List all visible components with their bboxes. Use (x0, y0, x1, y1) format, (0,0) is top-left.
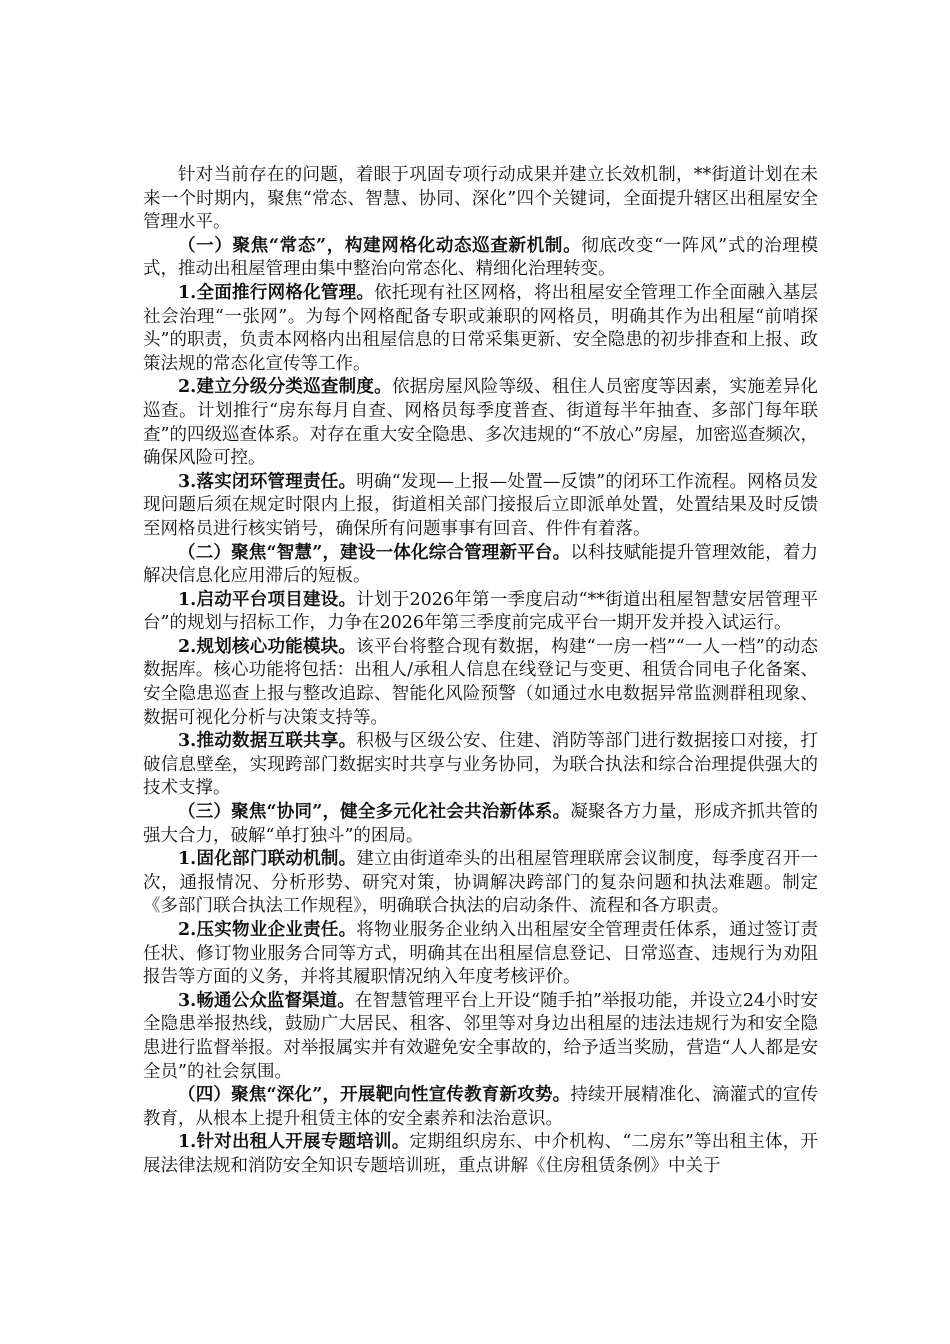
paragraph-text: 彻底改变“一阵风”式的治理模式，推动出租屋管理由集中整治向常态化、精细化治理转变。 (143, 235, 818, 280)
paragraph-lead: 1.针对出租人开展专题培训。 (178, 1132, 410, 1153)
section-heading-2 (143, 542, 818, 589)
paragraph-intro (143, 164, 818, 235)
paragraph-1-2 (143, 376, 818, 470)
paragraph-2-3 (143, 730, 818, 801)
document-page (143, 164, 818, 1179)
paragraph-2-2 (143, 636, 818, 730)
paragraph-text: 建立由街道牵头的出租屋管理联席会议制度，每季度召开一次，通报情况、分析形势、研究对策，协调解决跨部门的复杂问题和执法难题。制定《多部门联合执法工作规程》，明确联合执法的启动条件、流程和各方职责。 (143, 849, 818, 917)
section-heading-3 (143, 801, 818, 848)
paragraph-lead: 3.落实闭环管理责任。 (178, 471, 357, 492)
paragraph-text: 依托现有社区网格，将出租屋安全管理工作全面融入基层社会治理“一张网”。为每个网格配备专职或兼职的网格员，明确其作为出租屋“前哨探头”的职责，负责本网格内出租屋信息的日常采集更新、安全隐患的初步排查和上报、政策法规的常态化宣传等工作。 (143, 282, 818, 374)
paragraph-lead: （二）聚焦“智慧”，建设一体化综合管理新平台。 (178, 542, 571, 563)
paragraph-text: 持续开展精准化、滴灌式的宣传教育，从根本上提升租赁主体的安全素养和法治意识。 (143, 1085, 819, 1129)
paragraph-lead: 3.畅通公众监督渠道。 (178, 990, 355, 1011)
paragraph-3-2 (143, 919, 818, 990)
section-heading-4 (143, 1084, 818, 1131)
paragraph-lead: （四）聚焦“深化”，开展靶向性宣传教育新攻势。 (178, 1085, 571, 1106)
section-heading-1 (143, 235, 818, 282)
paragraph-text: 在智慧管理平台上开设“随手拍”举报功能，并设立24小时安全隐患举报热线，鼓励广大居民、租客、邻里等对身边出租屋的违法违规行为和安全隐患进行监督举报。对举报属实并有效避免安全事故的，给予适当奖励，营造“人人都是安全员”的社会氛围。 (143, 990, 818, 1082)
paragraph-3-3 (143, 990, 818, 1084)
paragraph-text: 该平台将整合现有数据，构建“一房一档”“一人一档”的动态数据库。核心功能将包括：出租人/承租人信息在线登记与变更、租赁合同电子化备案、安全隐患巡查上报与整改追踪、智能化风险预警（如通过水电数据异常监测群租现象、数据可视化分析与决策支持等。 (143, 636, 818, 728)
paragraph-text: 定期组织房东、中介机构、“二房东”等出租主体，开展法律法规和消防安全知识专题培训班，重点讲解《住房租赁条例》中关于 (143, 1132, 818, 1176)
paragraph-text: 依据房屋风险等级、租住人员密度等因素，实施差异化巡查。计划推行“房东每月自查、网格员每季度普查、街道每半年抽查、多部门每年联查”的四级巡查体系。对存在重大安全隐患、多次违规的“不放心”房屋，加密巡查频次，确保风险可控。 (143, 377, 818, 469)
paragraph-text: 明确“发现—上报—处置—反馈”的闭环工作流程。网格员发现问题后须在规定时限内上报，街道相关部门接报后立即派单处置，处置结果及时反馈至网格员进行核实销号，确保所有问题事事有回音、件件有着落。 (143, 471, 818, 539)
paragraph-lead: （三）聚焦“协同”，健全多元化社会共治新体系。 (178, 802, 571, 823)
paragraph-text: 将物业服务企业纳入出租屋安全管理责任体系，通过签订责任状、修订物业服务合同等方式，明确其在出租屋信息登记、日常巡查、违规行为劝阻报告等方面的义务，并将其履职情况纳入年度考核评价。 (143, 920, 818, 988)
paragraph-lead: 1.固化部门联动机制。 (178, 849, 357, 870)
paragraph-1-1 (143, 282, 818, 376)
paragraph-2-1 (143, 589, 818, 636)
paragraph-lead: 2.规划核心功能模块。 (178, 636, 357, 657)
paragraph-1-3 (143, 471, 818, 542)
paragraph-text: 凝聚各方力量，形成齐抓共管的强大合力，破解“单打独斗”的困局。 (143, 802, 819, 846)
paragraph-lead: （一）聚焦“常态”，构建网格化动态巡查新机制。 (178, 235, 582, 256)
paragraph-text: 计划于2026年第一季度启动“**街道出租屋智慧安居管理平台”的规划与招标工作，力争在2026年第三季度前完成平台一期开发并投入试运行。 (143, 589, 818, 634)
paragraph-text: 以科技赋能提升管理效能，着力解决信息化应用滞后的短板。 (143, 542, 819, 587)
paragraph-text: 针对当前存在的问题，着眼于巩固专项行动成果并建立长效机制，**街道计划在未来一个时期内，聚焦“常态、智慧、协同、深化”四个关键词，全面提升辖区出租屋安全管理水平。 (143, 165, 818, 233)
paragraph-lead: 2.建立分级分类巡查制度。 (178, 377, 392, 398)
paragraph-lead: 1.启动平台项目建设。 (178, 589, 357, 610)
paragraph-4-1 (143, 1131, 818, 1178)
paragraph-text: 积极与区级公安、住建、消防等部门进行数据接口对接，打破信息壁垒，实现跨部门数据实时共享与业务协同，为联合执法和综合治理提供强大的技术支撑。 (143, 731, 818, 799)
paragraph-lead: 2.压实物业企业责任。 (178, 920, 357, 940)
paragraph-3-1 (143, 848, 818, 919)
paragraph-lead: 3.推动数据互联共享。 (178, 731, 357, 752)
paragraph-lead: 1.全面推行网格化管理。 (178, 282, 375, 303)
